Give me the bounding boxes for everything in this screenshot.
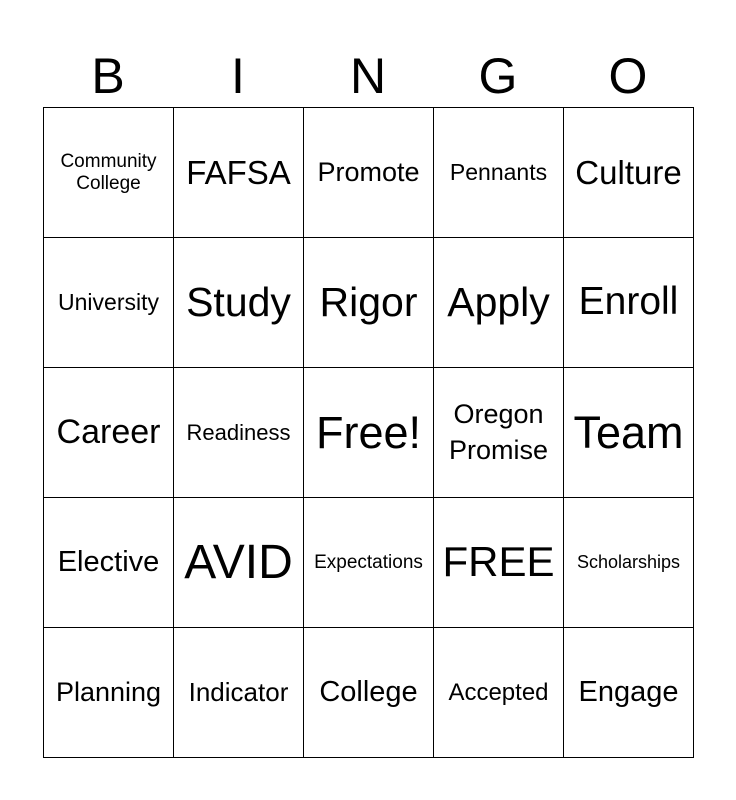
bingo-cell[interactable]: College [303,627,434,758]
bingo-cell[interactable]: Community College [43,107,174,238]
bingo-cell[interactable]: Oregon Promise [433,367,564,498]
bingo-cell[interactable]: Team [563,367,694,498]
header-letter-b: B [91,48,125,104]
bingo-cell[interactable]: Engage [563,627,694,758]
header-letter-i: I [231,48,245,104]
bingo-cell[interactable]: Expectations [303,497,434,628]
bingo-cell[interactable]: Planning [43,627,174,758]
bingo-header [43,44,693,108]
bingo-cell[interactable]: Enroll [563,237,694,368]
bingo-cell[interactable]: FAFSA [173,107,304,238]
bingo-cell[interactable]: Elective [43,497,174,628]
bingo-cell[interactable]: Promote [303,107,434,238]
bingo-cell[interactable]: Pennants [433,107,564,238]
header-letter-o: O [608,48,648,104]
bingo-cell[interactable]: Rigor [303,237,434,368]
bingo-cell[interactable]: Indicator [173,627,304,758]
bingo-cell[interactable]: Apply [433,237,564,368]
bingo-cell[interactable]: FREE [433,497,564,628]
bingo-card [43,107,693,757]
bingo-cell[interactable]: Accepted [433,627,564,758]
bingo-cell[interactable]: Readiness [173,367,304,498]
bingo-cell[interactable]: Study [173,237,304,368]
bingo-cell[interactable]: University [43,237,174,368]
header-letter-n: N [349,48,387,104]
bingo-cell[interactable]: Scholarships [563,497,694,628]
bingo-cell[interactable]: AVID [173,497,304,628]
bingo-cell[interactable]: Free! [303,367,434,498]
bingo-cell[interactable]: Career [43,367,174,498]
bingo-cell[interactable]: Culture [563,107,694,238]
header-letter-g: G [478,48,518,104]
